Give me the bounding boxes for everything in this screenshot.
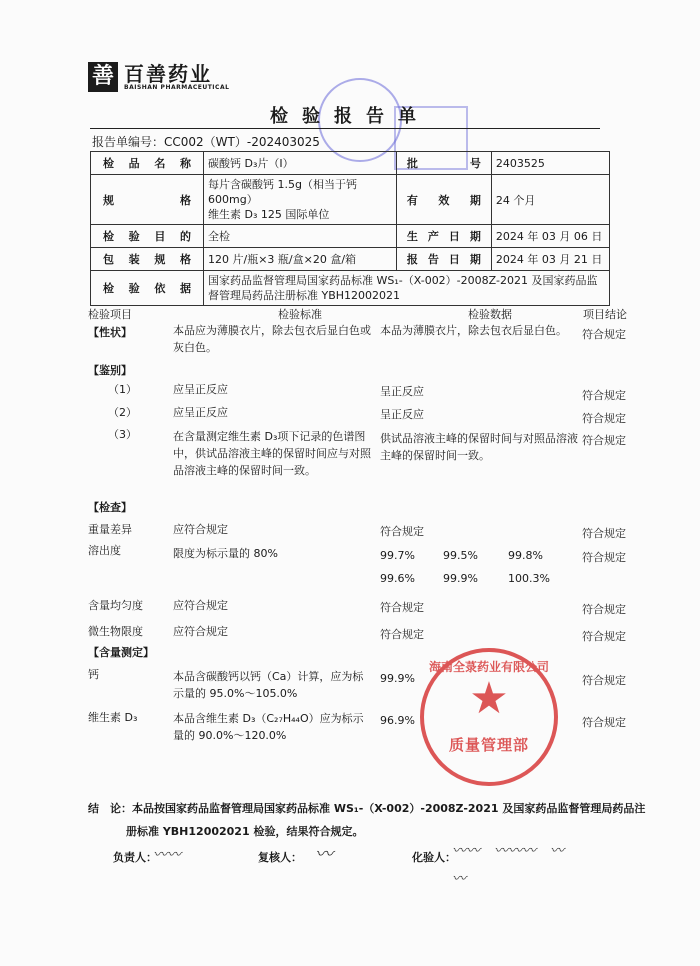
micro-standard: 应符合规定	[173, 625, 228, 638]
ca-data: 99.9%	[380, 672, 415, 685]
dissolution-item: 溶出度	[88, 544, 121, 557]
value-batch: 2403525	[491, 152, 609, 175]
dissolution-value: 99.5%	[443, 549, 478, 562]
seal-company-text: 海南全菉药业有限公司	[428, 660, 549, 674]
micro-result: 符合规定	[582, 630, 626, 643]
dissolution-value: 99.8%	[508, 549, 543, 562]
tester-label: 化验人：	[412, 851, 456, 864]
ca-standard: 本品含碳酸钙以钙（Ca）计算，应为标示量的 95.0%～105.0%	[173, 670, 364, 700]
dissolution-result: 符合规定	[582, 551, 626, 564]
label-pack: 包装规格	[91, 248, 204, 271]
ident-standard: 应呈正反应	[173, 383, 228, 396]
info-row	[91, 248, 610, 271]
reviewer-signature: 〰	[315, 844, 333, 865]
ident-standard: 应呈正反应	[173, 406, 228, 419]
d3-standard: 本品含维生素 D₃（C₂₇H₄₄O）应为标示量的 90.0%～120.0%	[173, 712, 364, 742]
value-pack: 120 片/瓶×3 瓶/盒×20 盒/箱	[204, 248, 397, 271]
document-title: 检验报告单	[270, 106, 430, 127]
weight-data: 符合规定	[380, 525, 424, 538]
info-row	[91, 175, 610, 225]
section-appearance: 【性状】	[88, 326, 132, 339]
d3-result: 符合规定	[582, 716, 626, 729]
label-purpose: 检验目的	[91, 225, 204, 248]
micro-item: 微生物限度	[88, 625, 143, 638]
ident-data: 呈正反应	[380, 408, 424, 421]
value-name: 碳酸钙 D₃片（Ⅰ）	[204, 152, 397, 175]
label-report-date: 报告日期	[396, 248, 491, 271]
info-table	[90, 151, 610, 306]
ident-result: 符合规定	[582, 412, 626, 425]
appearance-result: 符合规定	[582, 328, 626, 341]
ident-result: 符合规定	[582, 434, 626, 447]
uniformity-standard: 应符合规定	[173, 599, 228, 612]
d3-item: 维生素 D₃	[88, 711, 138, 724]
responsible-signature: 〰〰	[153, 847, 181, 863]
dissolution-value: 99.9%	[443, 572, 478, 585]
ca-item: 钙	[88, 668, 99, 681]
value-valid: 24 个月	[491, 175, 609, 225]
ident-no: （3）	[108, 428, 137, 441]
dissolution-value: 100.3%	[508, 572, 550, 585]
tester-signature-2: 〰	[452, 871, 466, 887]
tester-signatures: 〰〰 〰〰〰 〰	[452, 843, 564, 859]
value-purpose: 全检	[204, 225, 397, 248]
conclusion-line2: 册标准 YBH12002021 检验，结果符合规定。	[126, 825, 364, 838]
ident-result: 符合规定	[582, 389, 626, 402]
uniformity-data: 符合规定	[380, 601, 424, 614]
info-row	[91, 225, 610, 248]
dissolution-value: 99.6%	[380, 572, 415, 585]
seal-dept-text: 质量管理部	[448, 736, 529, 754]
header-standard: 检验标准	[278, 308, 322, 321]
uniformity-item: 含量均匀度	[88, 599, 143, 612]
star-icon: ★	[469, 673, 509, 724]
ident-data: 供试品溶液主峰的保留时间与对照品溶液主峰的保留时间一致。	[380, 432, 578, 462]
dissolution-value: 99.7%	[380, 549, 415, 562]
micro-data: 符合规定	[380, 628, 424, 641]
quality-seal	[420, 648, 558, 786]
uniformity-result: 符合规定	[582, 603, 626, 616]
section-inspection: 【检查】	[88, 501, 132, 514]
company-logo	[88, 62, 229, 92]
ca-result: 符合规定	[582, 674, 626, 687]
weight-item: 重量差异	[88, 523, 132, 536]
header-item: 检验项目	[88, 308, 132, 321]
label-prod-date: 生产日期	[396, 225, 491, 248]
label-spec: 规 格	[91, 175, 204, 225]
weight-standard: 应符合规定	[173, 523, 228, 536]
conclusion-line1: 结 论：本品按国家药品监督管理局国家药品标准 WS₁-（X-002）-2008Z-2021 及国家药品监督管理局药品注	[88, 802, 646, 815]
label-valid: 有效期	[396, 175, 491, 225]
ident-no: （2）	[108, 406, 137, 419]
label-basis: 检验依据	[91, 271, 204, 306]
label-name: 检品名称	[91, 152, 204, 175]
weight-result: 符合规定	[582, 527, 626, 540]
value-spec-line2: 维生素 D₃ 125 国际单位	[208, 208, 330, 221]
ident-standard: 在含量测定维生素 D₃项下记录的色谱图中，供试品溶液主峰的保留时间应与对照品溶液主峰的保留时间一致。	[173, 430, 371, 477]
company-name-cn: 百善药业	[124, 61, 212, 86]
dissolution-standard: 限度为标示量的 80%	[173, 547, 278, 560]
value-prod-date: 2024 年 03 月 06 日	[491, 225, 609, 248]
reviewer-label: 复核人：	[258, 851, 302, 864]
appearance-data: 本品为薄膜衣片，除去包衣后显白色。	[380, 324, 567, 337]
appearance-standard: 本品应为薄膜衣片，除去包衣后显白色或灰白色。	[173, 324, 371, 354]
responsible-label: 负责人：	[113, 851, 157, 864]
value-basis: 国家药品监督管理局国家药品标准 WS₁-（X-002）-2008Z-2021 及国家药品监督管理局药品注册标准 YBH12002021	[204, 271, 610, 306]
d3-data: 96.9%	[380, 714, 415, 727]
ident-no: （1）	[108, 383, 137, 396]
ident-data: 呈正反应	[380, 385, 424, 398]
info-row	[91, 152, 610, 175]
title-divider	[90, 128, 600, 129]
header-conclusion: 项目结论	[583, 308, 627, 321]
section-assay: 【含量测定】	[88, 646, 154, 659]
header-data: 检验数据	[468, 308, 512, 321]
value-report-date: 2024 年 03 月 21 日	[491, 248, 609, 271]
report-number: 报告单编号：CC002（WT）-202403025	[92, 135, 320, 149]
label-batch: 批 号	[396, 152, 491, 175]
value-spec-line1: 每片含碳酸钙 1.5g（相当于钙 600mg）	[208, 178, 357, 206]
logo-mark: 善	[88, 62, 118, 92]
info-row	[91, 271, 610, 306]
value-spec	[204, 175, 397, 225]
section-identification: 【鉴别】	[88, 364, 132, 377]
company-name-en: BAISHAN PHARMACEUTICAL	[124, 83, 230, 91]
